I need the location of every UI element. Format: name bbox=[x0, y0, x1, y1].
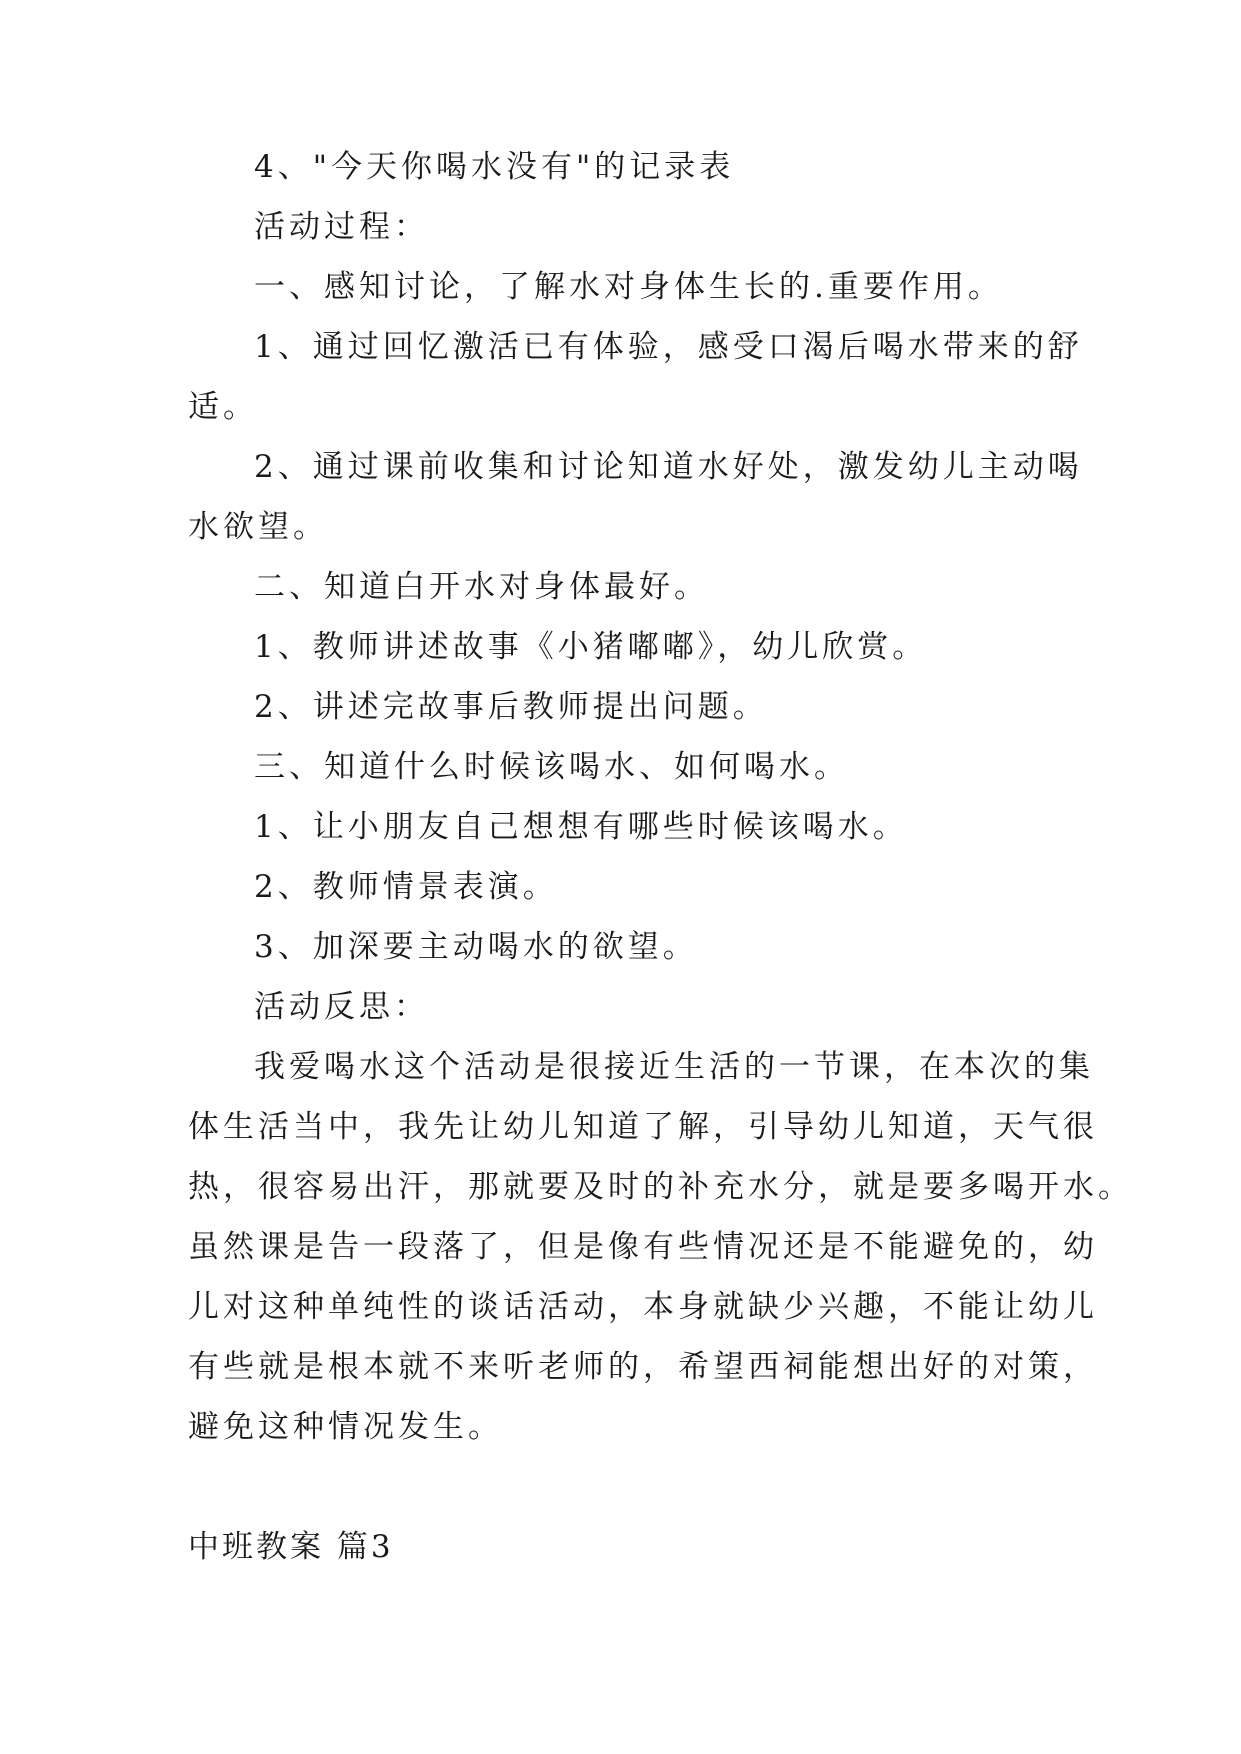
text-line: 活动过程： bbox=[254, 209, 429, 245]
section-heading: 中班教案 篇3 bbox=[188, 1529, 394, 1565]
text-line: 活动反思： bbox=[254, 989, 429, 1025]
text-line: 3、加深要主动喝水的欲望。 bbox=[254, 929, 698, 965]
text-line: 1、让小朋友自己想想有哪些时候该喝水。 bbox=[254, 809, 908, 845]
text-line: 2、教师情景表演。 bbox=[254, 869, 558, 905]
text-line: 我爱喝水这个活动是很接近生活的一节课，在本次的集 bbox=[254, 1049, 1094, 1085]
text-line: 4、"今天你喝水没有"的记录表 bbox=[254, 149, 735, 185]
text-line: 一、感知讨论，了解水对身体生长的.重要作用。 bbox=[254, 269, 1003, 305]
text-line: 水欲望。 bbox=[188, 509, 328, 545]
text-line: 2、讲述完故事后教师提出问题。 bbox=[254, 689, 768, 725]
text-line: 2、通过课前收集和讨论知道水好处，激发幼儿主动喝 bbox=[254, 449, 1083, 485]
text-line: 适。 bbox=[188, 389, 258, 425]
text-line: 儿对这种单纯性的谈话活动，本身就缺少兴趣，不能让幼儿 bbox=[188, 1289, 1098, 1325]
text-line: 虽然课是告一段落了，但是像有些情况还是不能避免的，幼 bbox=[188, 1229, 1098, 1265]
text-line: 二、知道白开水对身体最好。 bbox=[254, 569, 709, 605]
text-line: 体生活当中，我先让幼儿知道了解，引导幼儿知道，天气很 bbox=[188, 1109, 1098, 1145]
text-line: 有些就是根本就不来听老师的，希望西祠能想出好的对策， bbox=[188, 1349, 1098, 1385]
text-line: 避免这种情况发生。 bbox=[188, 1409, 503, 1445]
text-line: 热，很容易出汗，那就要及时的补充水分，就是要多喝开水。 bbox=[188, 1169, 1133, 1205]
text-line: 1、教师讲述故事《小猪嘟嘟》，幼儿欣赏。 bbox=[254, 629, 928, 665]
text-line: 1、通过回忆激活已有体验，感受口渴后喝水带来的舒 bbox=[254, 329, 1083, 365]
text-line: 三、知道什么时候该喝水、如何喝水。 bbox=[254, 749, 849, 785]
